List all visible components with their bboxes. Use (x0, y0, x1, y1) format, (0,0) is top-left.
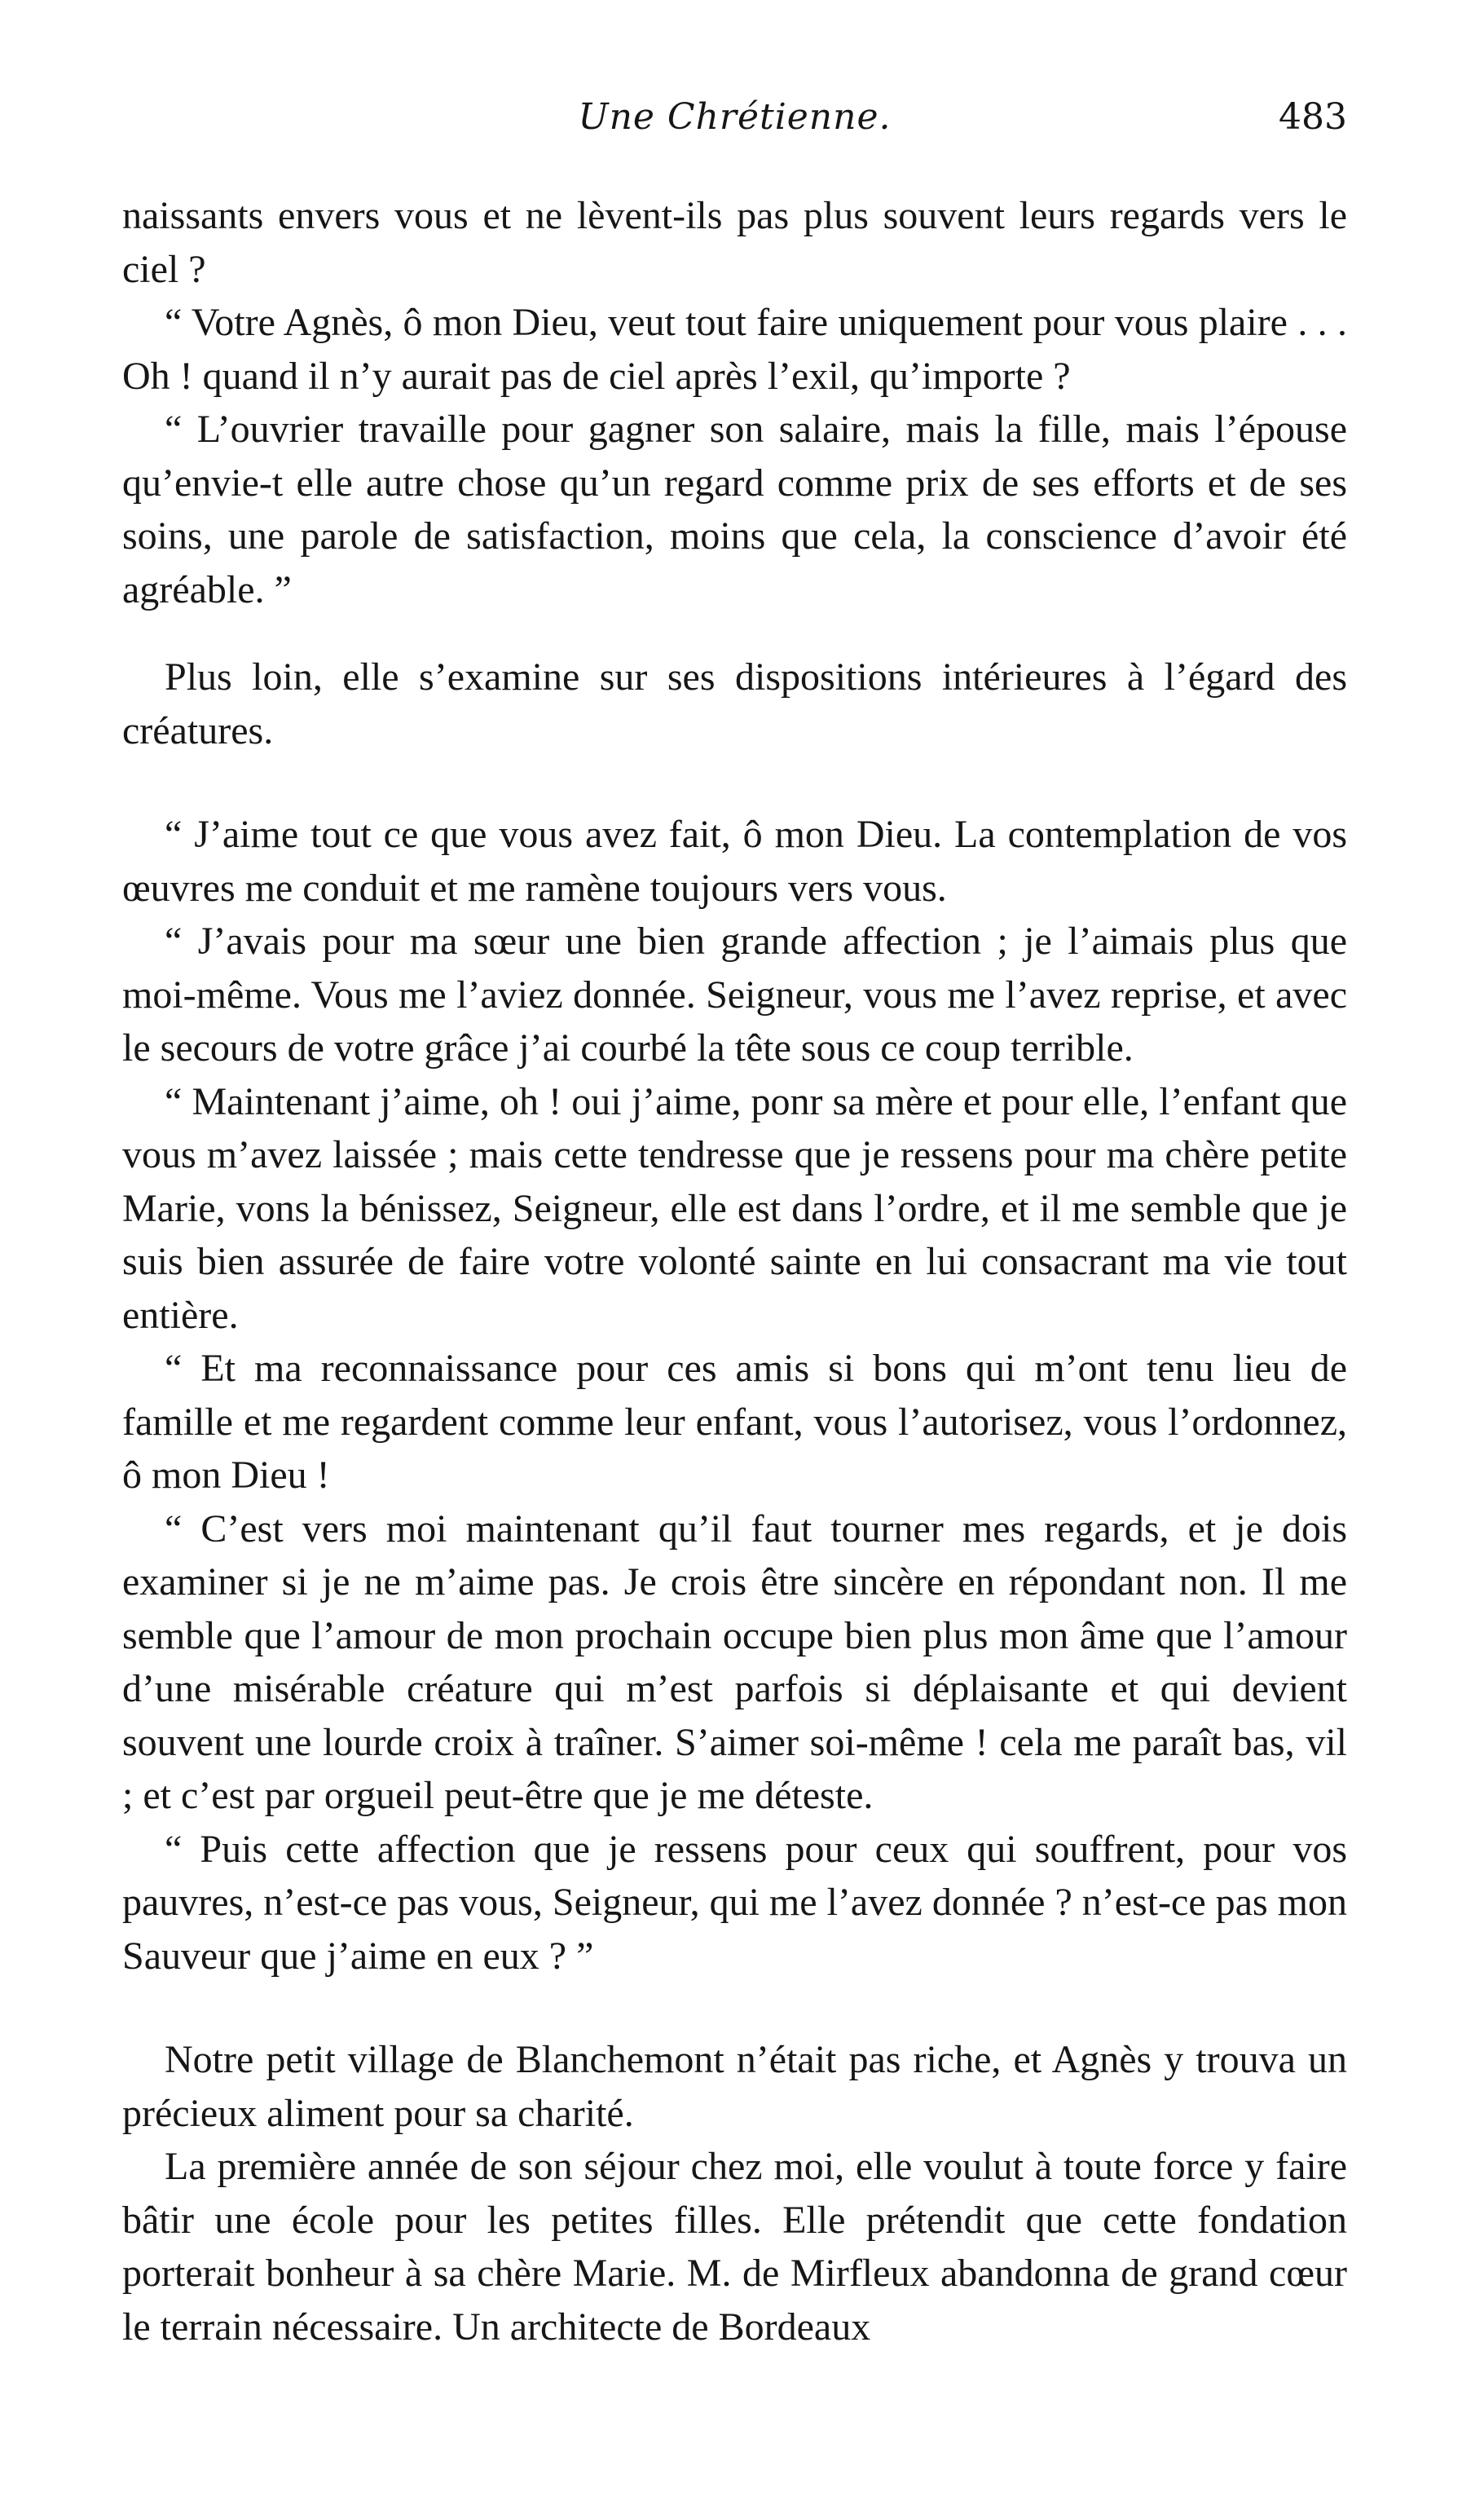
paragraph: La première année de son séjour chez moi, elle voulut à toute force y faire bâtir une école pour les petites filles. Elle prétendit que cette fondation porterait bonheur à sa chère Marie. M. de Mirfleux abandonna de grand cœur le terrain nécessaire. Un architecte de Bordeaux (122, 2145, 1347, 2349)
paragraph: “ Puis cette affection que je ressens pour ceux qui souffrent, pour vos pauvres, n’est-ce pas vous, Seigneur, qui me l’avez donnée ? n’est-ce pas mon Sauveur que j’aime en eux ? ” (122, 1827, 1347, 1978)
paragraph-continuation: naissants envers vous et ne lèvent-ils pas plus souvent leurs regards vers le ciel ? (122, 194, 1347, 291)
paragraph: Notre petit village de Blanchemont n’était pas riche, et Agnès y trouva un précieux aliment pour sa charité. (122, 2038, 1347, 2135)
paragraph: “ L’ouvrier travaille pour gagner son salaire, mais la fille, mais l’épouse qu’envie-t elle autre chose qu’un regard comme prix de ses efforts et de ses soins, une parole de satisfaction, moins que cela, la conscience d’avoir été agréable. ” (122, 408, 1347, 611)
paragraph: “ J’avais pour ma sœur une bien grande affection ; je l’aimais plus que moi-même. Vous me l’aviez donnée. Seigneur, vous me l’avez reprise, et avec le secours de votre grâce j’ai courbé la tête sous ce coup terrible. (122, 920, 1347, 1070)
page-number: 483 (1279, 96, 1347, 138)
paragraph: Plus loin, elle s’examine sur ses dispositions intérieures à l’égard des créatures. (122, 655, 1347, 752)
paragraph: “ C’est vers moi maintenant qu’il faut tourner mes regards, et je dois examiner si je ne m’aime pas. Je crois être sincère en répondant non. Il me semble que l’amour de mon prochain occupe bien plus mon âme que l’amour d’une misérable créature qui m’est parfois si déplaisante et qui devient souvent une lourde croix à traîner. S’aimer soi-même ! cela me paraît bas, vil ; et c’est par orgueil peut-être que je me déteste. (122, 1506, 1347, 1817)
paragraph: “ Maintenant j’aime, oh ! oui j’aime, ponr sa mère et pour elle, l’enfant que vous m’avez laissée ; mais cette tendresse que je ressens pour ma chère petite Marie, vons la bénissez, Seigneur, elle est dans l’ordre, et il me semble que je suis bien assurée de faire votre volonté sainte en lui consacrant ma vie tout entière. (122, 1079, 1347, 1337)
paragraph: “ Votre Agnès, ô mon Dieu, veut tout faire uniquement pour vous plaire . . . Oh ! quand il n’y aurait pas de ciel après l’exil, qu’importe ? (122, 301, 1347, 398)
paragraph: “ J’aime tout ce que vous avez fait, ô mon Dieu. La contemplation de vos œuvres me conduit et me ramène toujours vers vous. (122, 813, 1347, 910)
page-header (122, 96, 1347, 153)
running-title: Une Chrétienne. (578, 96, 892, 138)
body-text (122, 189, 1347, 2353)
paragraph: “ Et ma reconnaissance pour ces amis si bons qui m’ont tenu lieu de famille et me regardent comme leur enfant, vous l’autorisez, vous l’ordonnez, ô mon Dieu ! (122, 1347, 1347, 1497)
